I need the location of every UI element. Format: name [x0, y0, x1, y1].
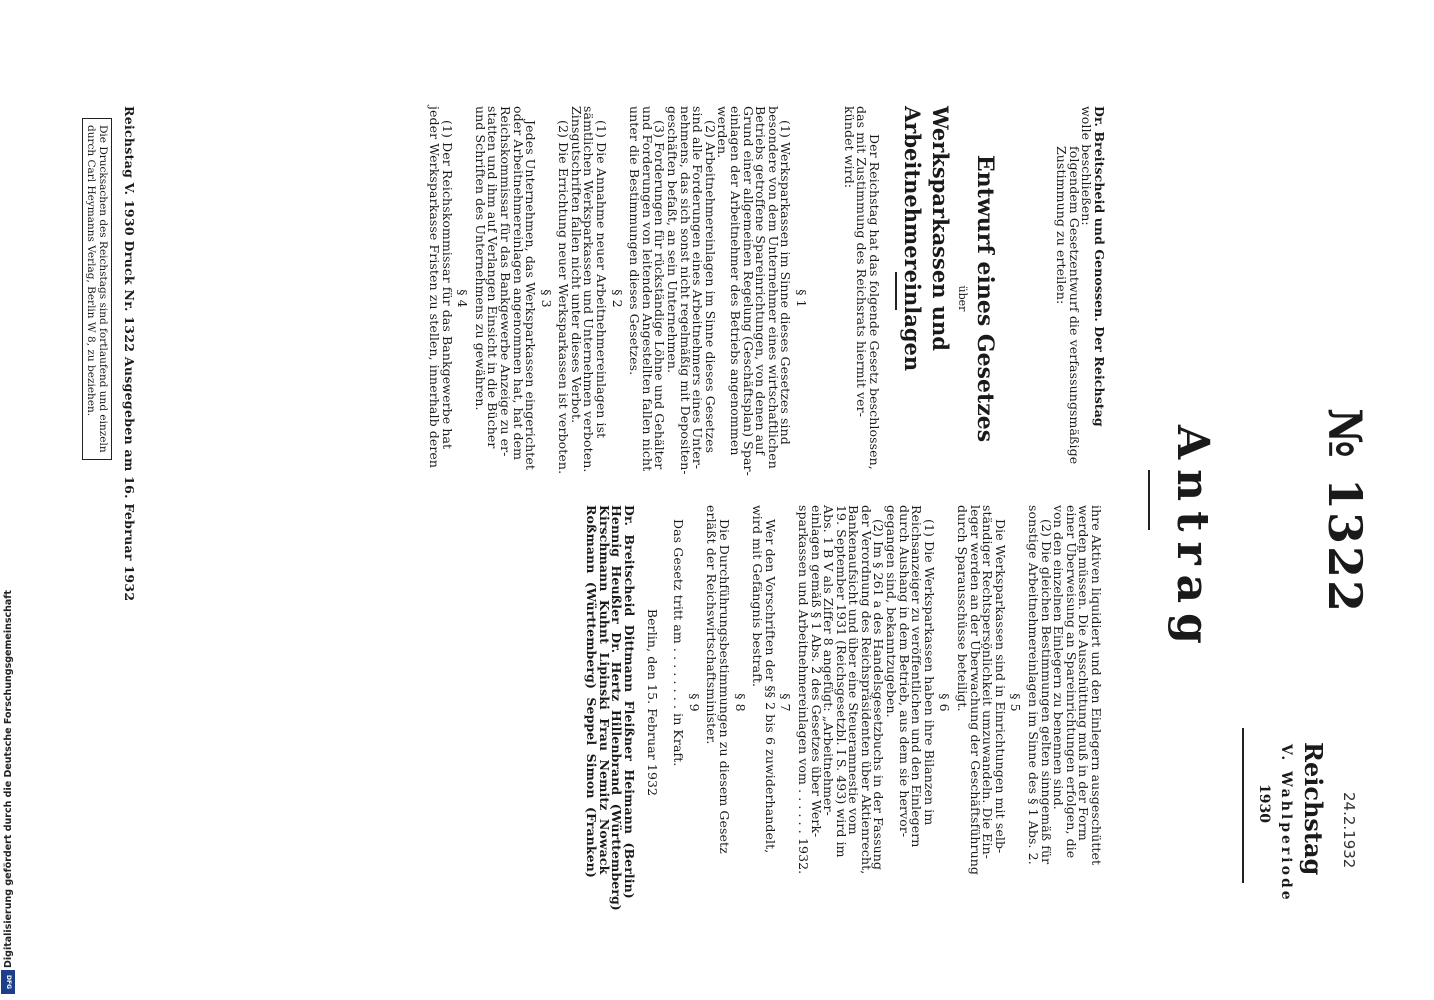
right-column	[584, 505, 1104, 911]
right-col-line: (2) Im § 261 a des Handelsgesetzbuchs in der Fassung	[871, 519, 887, 871]
left-col-line: (1) Der Reichskommissar für das Bankgewerbe hat	[439, 120, 455, 450]
preamble	[842, 106, 880, 491]
draft-rule	[895, 272, 897, 310]
intro-line-4: Zustimmung zu erteilen:	[1054, 146, 1070, 305]
right-col-line: sonstige Arbeitnehmereinlagen im Sinne des § 1 Abs. 2.	[1026, 505, 1042, 865]
right-col-line: Die Durchführungsbestimmungen zu diesem Gesetz	[716, 519, 732, 854]
right-col-line: ihre Aktiven liquidiert und den Einlegern ausgeschüttet	[1089, 505, 1104, 866]
left-col-line: unter die Bestimmungen dieses Gesetzes.	[627, 106, 643, 376]
right-col-line: einlagen gemäß § 1 Abs. 2 des Gesetzes über Werk-	[808, 505, 824, 838]
right-col-line: leger werden an der Überwachung der Geschäftsführung	[967, 505, 983, 875]
right-col-line: Roßmann (Württemberg) Seppel Simon (Franken)	[584, 505, 600, 878]
right-col-line: werden müssen. Die Ausschüttung muß in der Form	[1076, 505, 1092, 841]
left-col-line: besondere von dem Unternehmer eines wirtschaftlichen	[765, 106, 781, 469]
document-title: Antrag	[1167, 425, 1218, 654]
left-col-line: § 3	[538, 289, 554, 308]
left-col-line: sind alle Forderungen eines Arbeitnehmers eines Unter-	[690, 106, 706, 470]
left-col-line: einlagen der Arbeitnehmer des Betriebs angenommen	[728, 106, 744, 456]
right-col-line: durch Sparausschüsse beteiligt.	[955, 505, 971, 712]
right-col-line: sparkassen und Arbeitnehmereinlagen vom . . . . . . 1932.	[795, 505, 811, 875]
distribution-note-box	[82, 118, 112, 460]
draft-title-block	[898, 106, 1000, 491]
right-col-line: Dr. Breitscheid Dittmann Fleißner Heimann (Berlin)	[622, 505, 637, 899]
left-col-line: Grund einer allgemeinen Regelung (Geschäftsplan) Spar-	[740, 106, 756, 476]
right-col-line: § 7	[778, 693, 794, 712]
left-col-line: sämtlichen Werksparkassen und Unternehmen verboten.	[581, 106, 597, 473]
right-col-line: § 8	[732, 693, 748, 712]
left-col-line: Jedes Unternehmen, das Werksparkassen eingerichtet	[523, 120, 539, 470]
left-col-line: § 2	[609, 289, 625, 308]
header-bracket	[1242, 728, 1244, 883]
right-col-line: (1) Die Werksparkassen haben ihre Bilanzen im	[921, 519, 937, 826]
date-stamp: 24.2.1932	[1340, 792, 1358, 869]
preamble-line-1: Der Reichstag hat das folgende Gesetz beschlossen,	[867, 134, 882, 470]
left-col-line: § 1	[794, 289, 809, 308]
right-col-line: § 6	[937, 693, 953, 712]
right-col-line: Reichsanzeiger zu veröffentlichen und den Einlegern	[909, 505, 925, 848]
right-col-line: wird mit Gefängnis bestraft.	[750, 505, 766, 688]
right-col-line: § 5	[1008, 693, 1024, 712]
left-col-line: und Schriften des Unternehmens zu gewähren.	[472, 106, 488, 411]
right-col-line: durch Aushang in dem Betrieb, aus dem sie hervor-	[896, 505, 912, 838]
document-number: № 1322	[1318, 408, 1372, 615]
right-col-line: der Verordnung des Reichspräsidenten über Aktienrecht,	[858, 505, 874, 875]
right-col-line: Kirschmann Kuhnt Lipinski Frau Nemitz Nowack	[596, 505, 612, 875]
legislative-period: V. Wahlperiode	[1278, 744, 1294, 903]
intro-line-1: Dr. Breitscheid und Genossen. Der Reichstag	[1092, 106, 1107, 427]
title-rule	[1148, 470, 1150, 530]
right-col-line: Bankenaufsicht und über eine Steueramnestie vom	[846, 505, 862, 835]
left-col-line: § 4	[455, 289, 471, 308]
distribution-note-line-2: durch Carl Heymanns Verlag, Berlin W 8, zu beziehen.	[85, 125, 97, 417]
left-col-line: Reichskommissar für das Bankgewerbe Anzeige zu er-	[497, 106, 513, 457]
right-col-line: Abs. 1 B V als Ziffer 8 angefügt: „Arbeitnehmer-	[821, 505, 837, 816]
draft-title: Entwurf eines Gesetzes	[972, 154, 998, 443]
parliament-name: Reichstag	[1299, 742, 1328, 876]
left-col-line: (2) Arbeitnehmereinlagen im Sinne dieses Gesetzes	[702, 120, 718, 454]
imprint-line: Reichstag V. 1930 Druck Nr. 1322 Ausgegeben am 16. Februar 1932	[122, 106, 137, 602]
right-col-line: gegangen sind, bekanntzugeben.	[884, 505, 900, 718]
preamble-line-3: kündet wird:	[841, 106, 857, 189]
left-col-line: oder Arbeitnehmereinlagen angenommen hat, hat dem	[510, 106, 526, 461]
left-col-line: Betriebs getroffene Spareinrichtungen, von denen auf	[753, 106, 769, 456]
right-col-line: Hennig Heußler Dr. Hertz Hillenbrand (Württemberg)	[609, 505, 625, 911]
distribution-note-line-1: Die Drucksachen des Reichstags sind fortlaufend und einzeln	[97, 125, 109, 453]
draft-over: über	[956, 285, 969, 312]
left-col-line: Zinsgutschriften fallen nicht unter dieses Verbot.	[568, 106, 584, 424]
left-col-line: (2) Die Errichtung neuer Werksparkassen ist verboten.	[556, 120, 572, 475]
left-col-line: (1) Die Annahme neuer Arbeitnehmereinlagen ist	[594, 120, 610, 439]
left-col-line: nehmens, das sich sonst nicht regelmäßig mit Depositen-	[677, 106, 693, 475]
period-year: 1930	[1256, 784, 1272, 823]
right-col-line: einer Überweisung an Spareinrichtungen erfolgen, die	[1063, 505, 1079, 859]
left-column	[427, 106, 812, 491]
left-col-line: jeder Werksparkasse Fristen zu stellen, innerhalb deren	[426, 106, 442, 469]
digitization-credit: Digitalisierung gefördert durch die Deutsche Forschungsgemeinschaft	[3, 590, 14, 968]
right-col-line: § 9	[686, 693, 702, 712]
left-col-line: und Forderungen von leitenden Angestellten fallen nicht	[639, 106, 655, 472]
left-col-line: geschäften befaßt, an sein Unternehmen.	[665, 106, 681, 374]
intro-line-3: folgendem Gesetzentwurf die verfassungsmäßige	[1066, 146, 1082, 465]
right-col-line: 19. September 1931 (Reichsgesetzbl. I S. 493) wird im	[833, 505, 849, 858]
right-col-line: Die Werksparkassen sind in Einrichtungen mit selb-	[992, 519, 1008, 854]
right-col-line: Berlin, den 15. Februar 1932	[644, 608, 660, 797]
left-col-line: (1) Werksparkassen im Sinne dieses Gesetzes sind	[778, 120, 794, 445]
right-col-line: erläßt der Reichswirtschaftsminister.	[704, 505, 720, 745]
right-col-line: von den einzelnen Einlegern zu benennen sind.	[1051, 505, 1067, 810]
right-col-line: Das Gesetz tritt am . . . . . . . . in Kraft.	[671, 519, 687, 767]
intro-block	[1055, 106, 1105, 486]
left-col-line: (3) Forderungen für rückständige Löhne und Gehälter	[652, 120, 668, 470]
right-col-line: (2) Die gleichen Bestimmungen gelten sinngemäß für	[1038, 519, 1054, 865]
preamble-line-2: das mit Zustimmung des Reichsrats hiermit ver-	[854, 106, 870, 418]
draft-subject: Werksparkassen und Arbeitnehmereinlagen	[900, 106, 953, 372]
intro-line-2: wolle beschließen:	[1079, 106, 1095, 226]
left-col-line: werden.	[715, 106, 731, 159]
dfg-logo: DFG	[1, 970, 15, 994]
left-col-line: statten und ihm auf Verlangen Einsicht in die Bücher	[485, 106, 501, 449]
right-col-line: Wer den Vorschriften der §§ 2 bis 6 zuwiderhandelt,	[762, 519, 778, 854]
right-col-line: ständiger Rechtspersönlichkeit umzuwandeln. Die Ein-	[980, 505, 996, 860]
